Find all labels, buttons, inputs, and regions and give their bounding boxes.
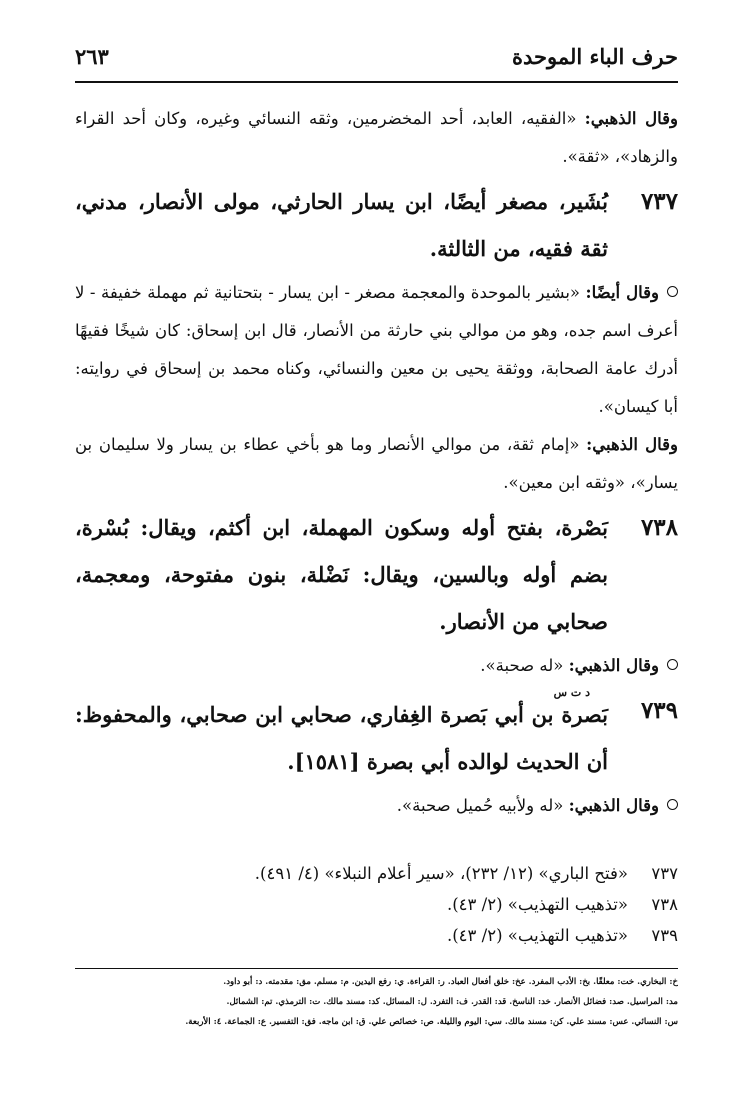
reference-row: ٧٣٩«تذهيب التهذيب» (٢/ ٤٣). — [446, 926, 678, 945]
header-divider — [75, 81, 678, 83]
bullet-circle-icon — [667, 659, 678, 670]
paragraph-dhahabi-4: وقال الذهبي: «له ولأبيه حُميل صحبة». — [75, 787, 678, 825]
page-header — [75, 40, 678, 80]
entry-739: ٧٣٩ د ت س بَصرة بن أبي بَصرة الغِفاري، صحابي ابن صحابي، والمحفوظ: أن الحديث لوالده أبي بصرة [١٥٨١]. — [75, 686, 678, 774]
footer-divider — [75, 968, 678, 969]
entry-number: ٧٣٨ — [640, 514, 678, 541]
reference-row: ٧٣٧«فتح الباري» (١٢/ ٢٣٢)، «سير أعلام النبلاء» (٤/ ٤٩١). — [254, 864, 678, 883]
entry-737: ٧٣٧ بُشَير، مصغر أيضًا، ابن يسار الحارثي، مولى الأنصار، مدني، ثقة فقيه، من الثالثة. — [75, 178, 678, 272]
chapter-title: حرف الباء الموحدة — [511, 44, 678, 69]
main-text — [75, 100, 678, 825]
abbreviation-key — [75, 972, 678, 1032]
bullet-circle-icon — [667, 799, 678, 810]
entry-number: ٧٣٩ — [640, 697, 678, 724]
abbreviation-line: س: النسائي. عس: مسند علي. كن: مسند مالك. سي: اليوم والليلة. ص: خصائص علي. ق: ابن ماجه. فق: التفسير. ع: الجماعة. ٤: الأربعة. — [185, 1017, 678, 1027]
paragraph-dhahabi-3: وقال الذهبي: «له صحبة». — [75, 647, 678, 685]
narrator-name: بَصْرة، — [554, 515, 608, 540]
collection-sigla: د ت س — [553, 686, 590, 699]
paragraph-also: وقال أيضًا: «بشير بالموحدة والمعجمة مصغر - ابن يسار - بتحتانية ثم مهملة خفيفة - لا أعرف اسم جده، وهو من موالي بني حارثة من الأنصار، قال ابن إسحاق: كان شيخًا فقيهًا أدرك عامة الصحابة، ووثقة يحيى بن معين والنسائي، وكناه محمد بن إسحاق في روايته: أبا كيسان». — [75, 283, 678, 416]
abbreviation-line: خ: البخاري. خت: معلقًا. بخ: الأدب المفرد. عخ: خلق أفعال العباد. ر: القراءة. ي: رفع اليدين. م: مسلم. مق: مقدمته. د: أبو داود. — [223, 977, 678, 987]
entry-738: ٧٣٨ بَصْرة، بفتح أوله وسكون المهملة، ابن أكثم، ويقال: بُسْرة، بضم أوله وبالسين، ويقال: نَضْلة، بنون مفتوحة، ومعجمة، صحابي من الأنصار. — [75, 504, 678, 645]
narrator-name: بَصرة — [561, 702, 608, 727]
reference-row: ٧٣٨«تذهيب التهذيب» (٢/ ٤٣). — [446, 895, 678, 914]
bullet-circle-icon — [667, 286, 678, 297]
footnote-references — [75, 858, 678, 951]
paragraph-dhahabi-2: وقال الذهبي: «إمام ثقة، من موالي الأنصار وما هو بأخي عطاء بن يسار ولا سليمان بن يسار»، «وثقه ابن معين». — [75, 435, 678, 492]
paragraph-dhahabi-1: وقال الذهبي: «الفقيه، العابد، أحد المخضرمين، وثقه النسائي وغيره، وكان أحد القراء والزهاد»، «ثقة». — [75, 109, 678, 166]
page-number: ٢٦٣ — [75, 44, 109, 69]
entry-number: ٧٣٧ — [640, 188, 678, 215]
narrator-name: بُشَير، — [558, 189, 608, 214]
abbreviation-line: مد: المراسيل. صد: فضائل الأنصار. خد: الناسخ. قد: القدر. ف: التفرد. ل: المسائل. كد: مسند مالك. ت: الترمذي. تم: الشمائل. — [226, 997, 678, 1007]
